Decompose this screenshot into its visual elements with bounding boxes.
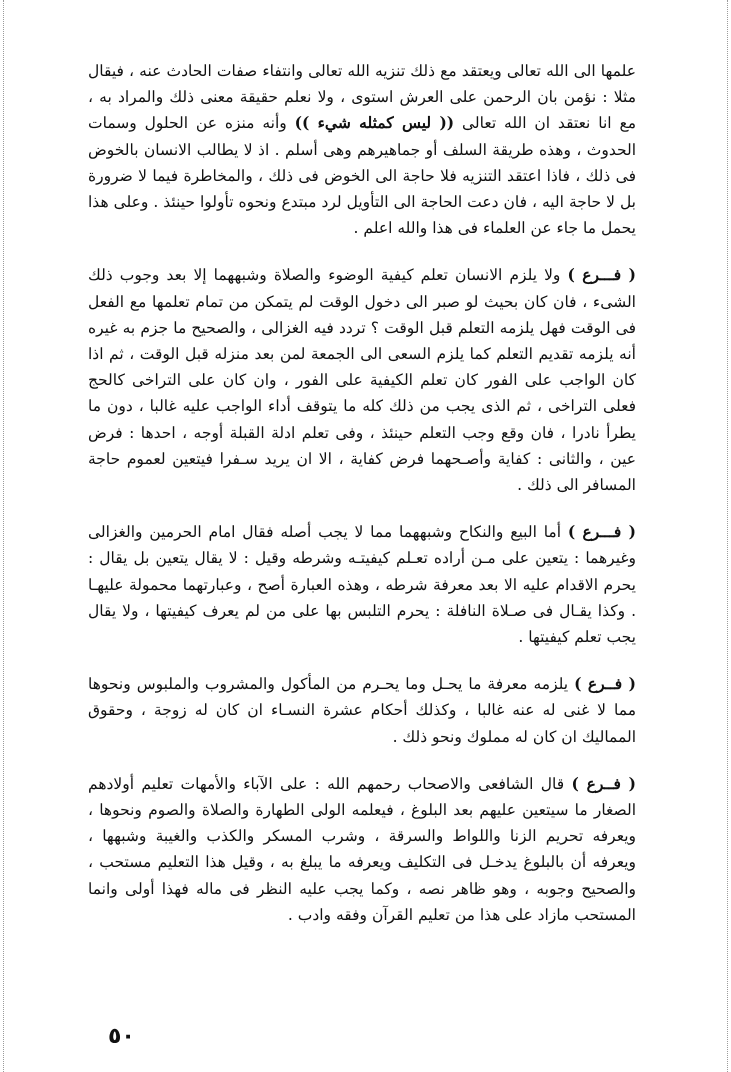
scan-edge-left xyxy=(3,0,4,1072)
paragraph-5-text: قال الشافعى والاصحاب رحمهم الله : على الآباء والأمهات تعليم أولادهم الصغار ما سيتعين عليهم بعد البلوغ ، فيعلمه الولى الطهارة والصلاة والصوم ونحوها ، ويعرفه تحريم الزنا واللواط والسرقة ، وشرب المسكر والكذب والغيبة وشبهها ، ويعرفه أن بالبلوغ يدخـل فى التكليف ويعرفه ما يبلغ به ، وقيل هذا التعليم مستحب ، والصحيح وجوبه ، وهو ظاهر نصه ، وكما يجب عليه النظر فى ماله فهذا أولى وانما المستحب مازاد على هذا من تعليم القرآن وفقه وادب . xyxy=(88,774,636,924)
paragraph-1 xyxy=(88,58,636,241)
paragraph-2 xyxy=(88,262,636,498)
paragraph-5-heading: ( فــرع ) xyxy=(571,773,636,793)
paragraph-1-quran-quote: (( ليس كمثله شيء )) xyxy=(294,113,455,133)
page-number: ٥٠ xyxy=(108,1024,135,1049)
paragraph-4-heading: ( فــرع ) xyxy=(574,674,636,694)
paragraph-2-text: ولا يلزم الانسان تعلم كيفية الوضوء والصلاة وشبههما إلا بعد وجوب ذلك الشىء ، فان كان بحيث لو صبر الى دخول الوقت لم يتمكن من تمام تعلمها مع الفعل فى الوقت فهل يلزمه التعلم قبل الوقت ؟ تردد فيه الغزالى ، والصحيح ما جزم به غيره أنه يلزمه تقديم التعلم كما يلزم السعى الى الجمعة لمن بعد منزله قبل الوقت ، ثم اذا كان الواجب على الفور كان تعلم الكيفية على الفور ، وان كان على التراخى كالحج فعلى التراخى ، ثم الذى يجب من ذلك كله ما يتوقف أداء الواجب عليه غالبا ، دون ما يطرأ نادرا ، فان وقع وجب التعلم حينئذ ، وفى تعلم ادلة القبلة أوجه ، احدها : فرض عين ، والثانى : كفاية وأصـحهما فرض كفاية ، الا ان يريد سـفرا فيتعين لعموم حاجة المسافر الى ذلك . xyxy=(88,266,636,495)
paragraph-1-text-end: وأنه منزه عن الحلول وسمات الحدوث ، وهذه طريقة السلف أو جماهيرهم وهى أسلم . اذ لا يطالب الانسان بالخوض فى ذلك ، فاذا اعتقد التنزيه فلا حاجة الى الخوض فى ذلك ، والمخاطرة فيما لا ضرورة بل لا حاجة اليه ، فان دعت الحاجة الى التأويل لرد مبتدع ونحوه تأولوا حينئذ . وعلى هذا يحمل ما جاء عن العلماء فى هذا والله اعلم . xyxy=(88,114,636,238)
paragraph-3-heading: ( فـــرع ) xyxy=(567,522,636,542)
paragraph-5 xyxy=(88,771,636,928)
paragraph-1-text-start: علمها الى الله تعالى ويعتقد مع ذلك تنزيه الله تعالى وانتفاء صفات الحادث عنه ، فيقال مثلا : نؤمن بان الرحمن على العرش استوى ، ولا نعلم حقيقة معنى ذلك والمراد به ، مع انا نعتقد ان الله تعالى xyxy=(88,62,637,133)
paragraph-3 xyxy=(88,519,636,650)
paragraph-2-heading: ( فـــرع ) xyxy=(567,265,636,285)
scan-edge-right xyxy=(727,0,728,1072)
paragraph-4-text: يلزمه معرفة ما يحـل وما يحـرم من المأكول والمشروب والملبوس ونحوها مما لا غنى له عنه غالبا ، وكذلك أحكام عشرة النسـاء ان كان له زوجة ، وحقوق المماليك ان كان له مملوك ونحو ذلك . xyxy=(88,675,636,746)
page-body xyxy=(88,58,636,928)
paragraph-3-text: أما البيع والنكاح وشبههما مما لا يجب أصله فقال امام الحرمين والغزالى وغيرهما : يتعين على مـن أراده تعـلم كيفيتـه وشرطه وقيل : لا يقال يتعين بل يقال : يحرم الاقدام عليه الا بعد معرفة شرطه ، وهذه العبارة أصح ، وعبارتهما محمولة عليهـا . وكذا يقـال فى صـلاة النافلة : يحرم التلبس بها على من لم يعرف كيفيتها ، ولا يقال يجب تعلم كيفيتها . xyxy=(88,523,636,647)
paragraph-4 xyxy=(88,671,636,750)
